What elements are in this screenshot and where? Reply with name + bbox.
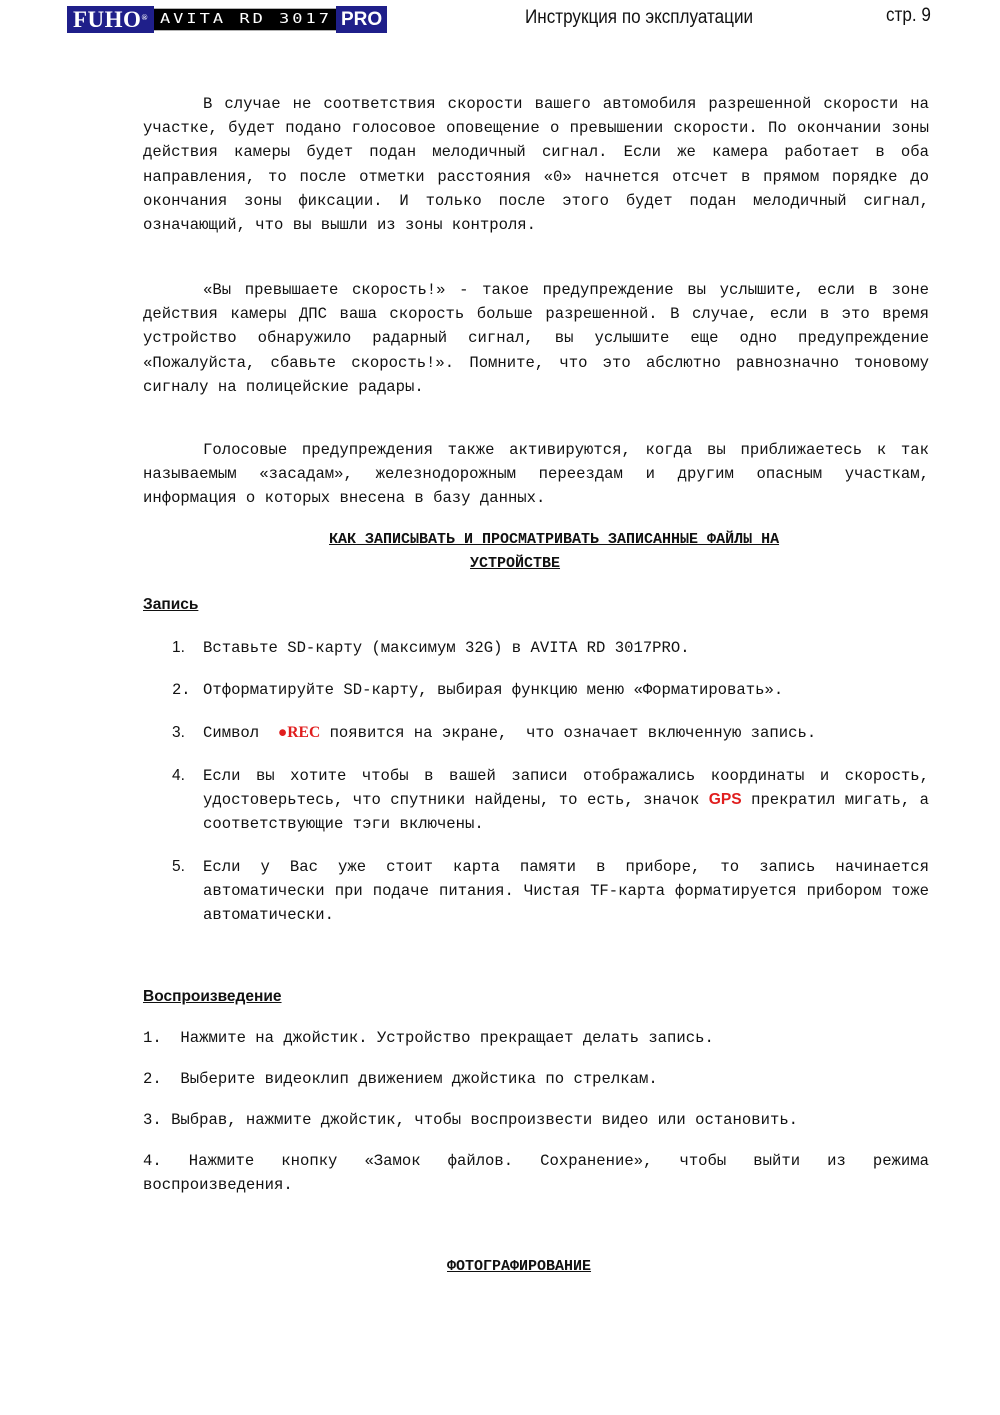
item-number: 5. bbox=[172, 858, 185, 875]
item-text-post: прекратил мигать, а соответствующие тэги включены. bbox=[203, 791, 930, 834]
section-title-line1: КАК ЗАПИСЫВАТЬ И ПРОСМАТРИВАТЬ ЗАПИСАННЫЕ ФАЙЛЫ НА bbox=[329, 531, 780, 548]
playback-item-2: 2. Выберите видеоклип движением джойстика по стрелкам. bbox=[143, 1070, 658, 1088]
item-text-pre: Если вы хотите чтобы в вашей записи отображались координаты и скорость, удостоверьтесь, что спутники найдены, то есть, значок bbox=[203, 767, 929, 810]
item-number: 4. bbox=[172, 767, 185, 784]
item-number: 2. bbox=[172, 681, 191, 699]
recording-item-4 bbox=[172, 764, 929, 837]
item-text: Если у Вас уже стоит карта памяти в приборе, то запись начинается автоматически при подаче питания. Чистая TF-карта форматируется прибором тоже автоматически. bbox=[203, 858, 929, 925]
paragraph-speed-warning: В случае не соответствия скорости вашего автомобиля разрешенной скорости на участке, будет подано голосовое оповещение о превышении скорости. По окончании зоны действия камеры будет подан мелодичный сигнал. Если же камера работает в оба направления, то после отметки расстояния «0» начнется отсчет в прямом порядке до окончания зоны фиксации. И только после этого будет подан мелодичный сигнал, означающий, что вы вышли из зоны контроля. bbox=[143, 95, 929, 235]
item-text bbox=[203, 764, 929, 837]
playback-item-3: 3. Выбрав, нажмите джойстик, чтобы воспроизвести видео или остановить. bbox=[143, 1111, 799, 1129]
recording-item-1 bbox=[172, 636, 929, 660]
page-number: стр. 9 bbox=[886, 5, 931, 26]
section-title-line2: УСТРОЙСТВЕ bbox=[470, 555, 561, 572]
logo-fuho bbox=[67, 6, 154, 33]
recording-item-3 bbox=[172, 721, 929, 745]
item-text-post: появится на экране, что означает включенную запись. bbox=[320, 724, 817, 742]
playback-item-1: 1. Нажмите на джойстик. Устройство прекращает делать запись. bbox=[143, 1029, 714, 1047]
logo-registered-mark: ® bbox=[141, 13, 148, 22]
recording-item-2 bbox=[172, 678, 929, 702]
paragraph-voice-alerts: Голосовые предупреждения также активируются, когда вы приближаетесь к так называемым «засадам», железнодорожным переездам и другим опасным участкам, информация о которых внесена в базу данных. bbox=[143, 441, 929, 508]
rec-indicator-icon: ●REC bbox=[277, 724, 321, 741]
playback-item-4: 4. Нажмите кнопку «Замок файлов. Сохранение», чтобы выйти из режима воспроизведения. bbox=[143, 1152, 929, 1195]
logo-model: AVITA RD 3017 bbox=[154, 9, 336, 31]
document-title: Инструкция по эксплуатации bbox=[525, 7, 754, 28]
recording-heading: Запись bbox=[143, 596, 199, 613]
item-number: 1. bbox=[172, 639, 185, 656]
item-text bbox=[203, 721, 929, 745]
item-text: Отформатируйте SD-карту, выбирая функцию меню «Форматировать». bbox=[203, 681, 784, 699]
gps-indicator-icon: GPS bbox=[708, 791, 742, 809]
item-number: 3. bbox=[172, 724, 185, 741]
logo-suffix: PRO bbox=[336, 6, 387, 33]
item-text-pre: Символ bbox=[203, 724, 278, 742]
recording-item-5 bbox=[172, 855, 929, 928]
playback-heading: Воспроизведение bbox=[143, 988, 282, 1005]
paragraph-overspeed-alert: «Вы превышаете скорость!» - такое предупреждение вы услышите, если в зоне действия камеры ДПС ваша скорость больше разрешенной. В случае, если в это время устройство обнаружило радарный сигнал, вы услышите еще одно предупреждение «Пожалуйста, сбавьте скорость!». Помните, что это абслютно равнозначно тоновому сигналу на полицейские радары. bbox=[143, 281, 929, 396]
brand-logo bbox=[67, 6, 387, 33]
photography-heading: ФОТОГРАФИРОВАНИЕ bbox=[447, 1258, 592, 1275]
logo-brand-text: FUHO bbox=[73, 7, 142, 32]
item-text: Вставьте SD-карту (максимум 32G) в AVITA RD 3017PRO. bbox=[203, 639, 690, 657]
